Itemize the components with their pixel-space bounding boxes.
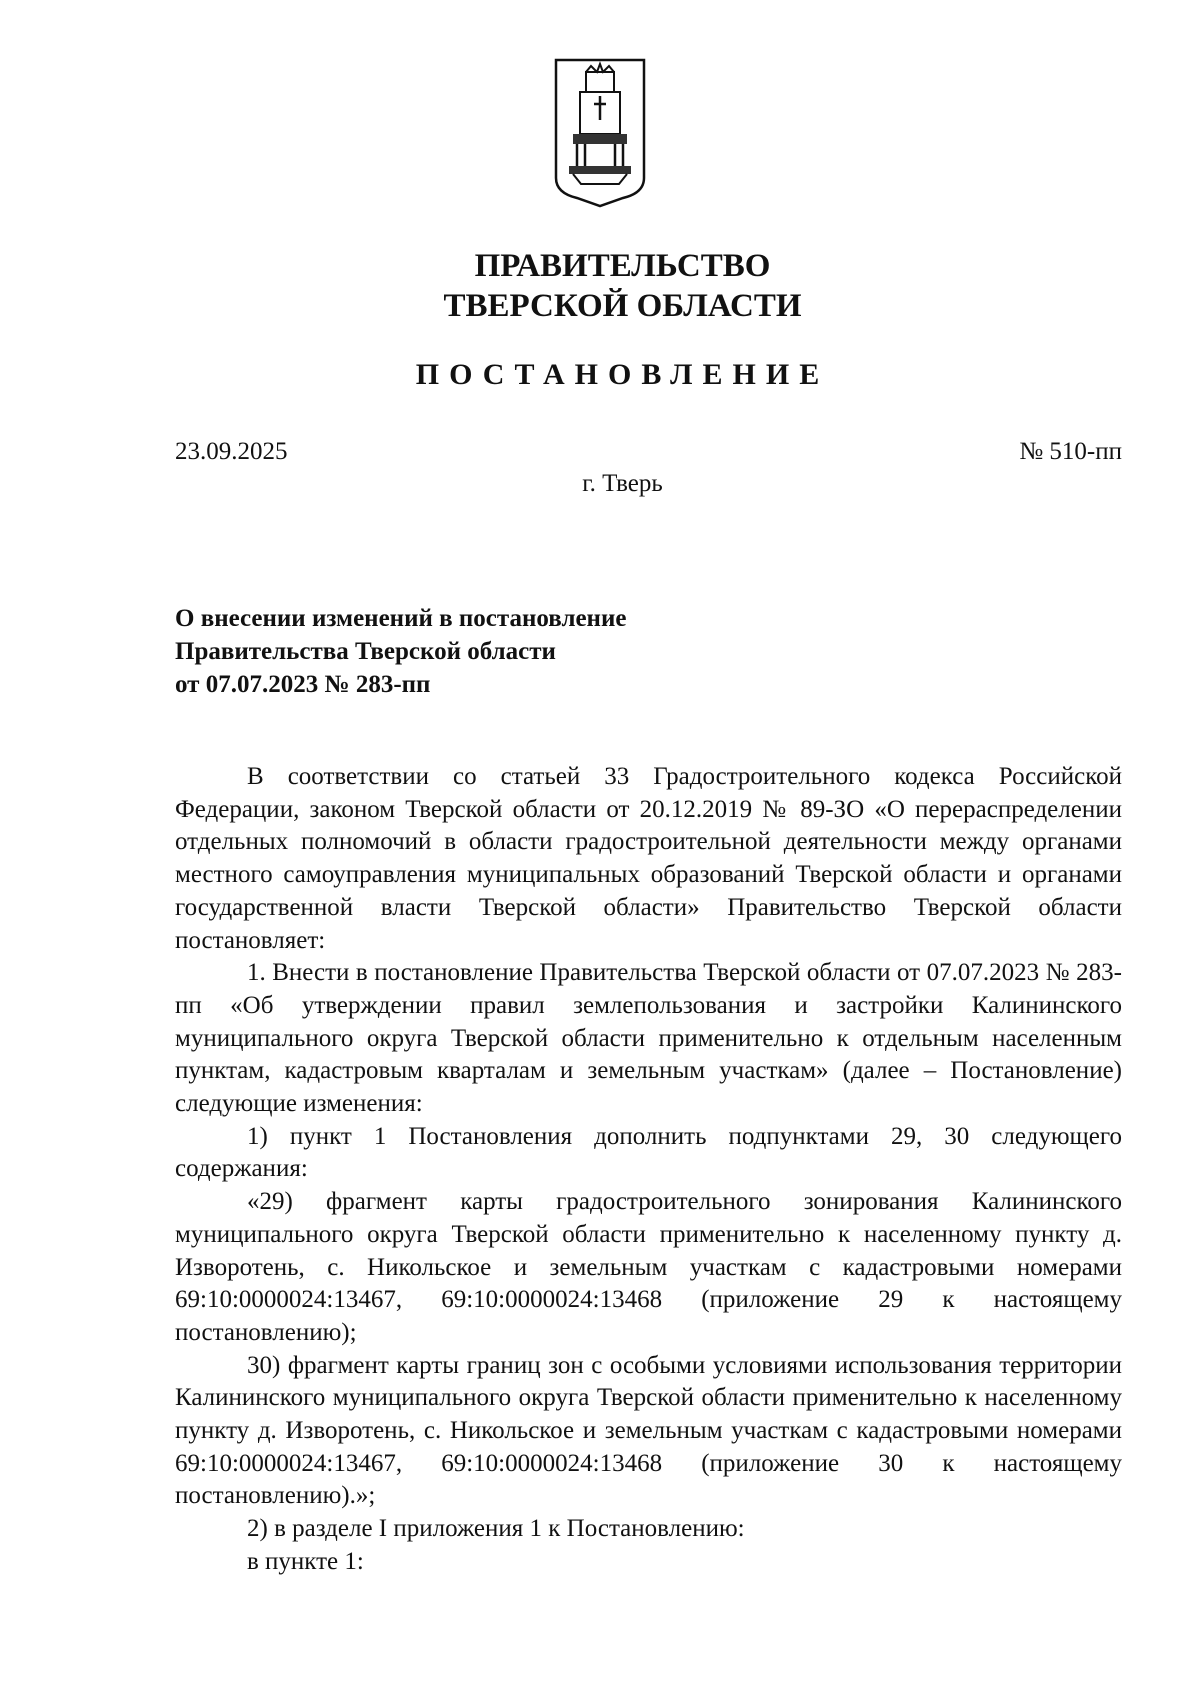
- body-paragraph-subitem-1: 1) пункт 1 Постановления дополнить подпунктами 29, 30 следующего содержания:: [175, 1122, 1122, 1183]
- body-paragraph-subitem-29: «29) фрагмент карты градостроительного зонирования Калининского муниципального округа Тверской области применительно к населенному пункту д. Изворотень, с. Никольское и земельным участкам с кадастровыми номерами 69:10:0000024:13467, 69:10:0000024:13468 (приложение 29 к настоящему постановлению);: [175, 1188, 1122, 1346]
- document-number: № 510-пп: [1019, 438, 1122, 465]
- body-paragraph-preamble: В соответствии со статьей 33 Градостроительного кодекса Российской Федерации, законом Тверской области от 20.12.2019 № 89-ЗО «О перераспределении отдельных полномочий в области градостроительной деятельности между органами местного самоуправления муниципальных образований Тверской области и органами государственной власти Тверской области» Правительство Тверской области постановляет:: [175, 763, 1122, 954]
- subject-line2: Правительства Тверской области: [175, 638, 556, 665]
- document-date: 23.09.2025: [175, 438, 288, 465]
- subject-line3: от 07.07.2023 № 283-пп: [175, 671, 431, 698]
- tver-coat-of-arms-icon: [553, 58, 647, 208]
- document-body: [175, 761, 1122, 1579]
- document-subject: [175, 602, 735, 701]
- body-paragraph-subitem-30: 30) фрагмент карты границ зон с особыми условиями использования территории Калининского муниципального округа Тверской области применительно к населенному пункту д. Изворотень, с. Никольское и земельным участкам с кадастровыми номерами 69:10:0000024:13467, 69:10:0000024:13468 (приложение 30 к настоящему постановлению).»;: [175, 1351, 1122, 1510]
- body-paragraph-subitem-2: 2) в разделе I приложения 1 к Постановлению:: [247, 1515, 745, 1543]
- body-paragraph-item-1: 1. Внести в постановление Правительства Тверской области от 07.07.2023 № 283-пп «Об утверждении правил землепользования и застройки Калининского муниципального округа Тверской области применительно к отдельным населенным пунктам, кадастровым кварталам и земельным участкам» (далее – Постановление) следующие изменения:: [175, 959, 1122, 1118]
- document-type: ПОСТАНОВЛЕНИЕ: [415, 358, 830, 391]
- government-title: [0, 246, 1200, 326]
- document-city: г. Тверь: [582, 470, 663, 497]
- government-title-line1: ПРАВИТЕЛЬСТВО: [474, 248, 771, 284]
- body-paragraph-point-1: в пункте 1:: [247, 1547, 364, 1575]
- government-title-line2: ТВЕРСКОЙ ОБЛАСТИ: [443, 288, 802, 324]
- subject-line1: О внесении изменений в постановление: [175, 605, 627, 632]
